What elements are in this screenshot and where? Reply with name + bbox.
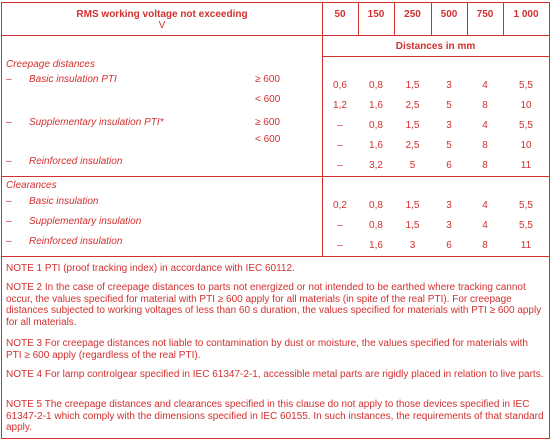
table-bottom-rule [2, 256, 549, 257]
table-cell: 5 [409, 160, 416, 171]
table-cell: 3,2 [369, 160, 383, 171]
table-cell: 0,6 [333, 80, 347, 91]
table-cell: 5 [446, 140, 452, 151]
voltage-250: 250 [404, 9, 421, 20]
table-cell: 1,5 [405, 120, 420, 131]
table-cell: 1,5 [405, 80, 420, 91]
section-divider [2, 176, 549, 177]
table-cell: – [337, 120, 343, 131]
clearance-dash: – [6, 216, 12, 227]
header-title: RMS working voltage not exceeding [76, 9, 248, 20]
table-cell: 10 [520, 140, 532, 151]
table-cell: 11 [520, 160, 532, 171]
distances-heading: Distances in mm [395, 41, 476, 52]
creepage-row-label: Basic insulation PTI [29, 74, 117, 85]
table-cell: 4 [482, 80, 488, 91]
table-cell: 3 [446, 80, 452, 91]
table-cell: 1,6 [369, 100, 383, 111]
table-cell: 8 [482, 240, 488, 251]
clearances-title: Clearances [6, 180, 57, 191]
table-cell: 8 [482, 100, 488, 111]
table-cell: 5,5 [519, 200, 533, 211]
creepage-row-label: Reinforced insulation [29, 156, 123, 167]
table-cell: 1,6 [369, 140, 383, 151]
table-cell: 2,5 [405, 140, 420, 151]
table-cell: 1,2 [333, 100, 347, 111]
table-cell: 4 [482, 120, 488, 131]
clearance-row-label: Supplementary insulation [29, 216, 142, 227]
creepage-dash: – [6, 74, 12, 85]
table-cell: 8 [482, 160, 488, 171]
clearance-dash: – [6, 196, 12, 207]
table-cell: 4 [482, 220, 488, 231]
header-divider [2, 35, 549, 36]
table-cell: 0,8 [369, 200, 383, 211]
pti-threshold: ≥ 600 [255, 74, 280, 85]
table-cell: 0,8 [369, 220, 383, 231]
table-cell: 5,5 [519, 220, 533, 231]
table-cell: 5,5 [519, 80, 533, 91]
table-cell: 3 [446, 120, 452, 131]
table-cell: – [337, 220, 343, 231]
creepage-title: Creepage distances [6, 59, 95, 70]
creepage-dash: – [6, 117, 12, 128]
note-1: NOTE 1 PTI (proof tracking index) in accordance with IEC 60112. [6, 263, 295, 274]
table-cell: 1,6 [369, 240, 383, 251]
distances-divider [322, 56, 549, 57]
table-cell: 4 [482, 200, 488, 211]
table-cell: 5 [446, 100, 452, 111]
voltage-50: 50 [334, 9, 346, 20]
table-cell: 5,5 [519, 120, 533, 131]
table-cell: – [337, 160, 343, 171]
clearance-row-label: Reinforced insulation [29, 236, 123, 247]
standard-table [1, 2, 550, 439]
voltage-500: 500 [440, 9, 458, 20]
table-cell: 2,5 [405, 100, 420, 111]
table-cell: 1,5 [405, 220, 420, 231]
table-cell: 0,2 [333, 200, 347, 211]
table-cell: 3 [446, 220, 452, 231]
creepage-row-label: Supplementary insulation PTI* [29, 117, 164, 128]
table-cell: – [337, 140, 343, 151]
note-3: NOTE 3 For creepage distances not liable to contamination by dust or moisture, the values specified for materials with PTI ≥ 600 apply (regardless of the real PTI). [6, 338, 528, 361]
pti-threshold: < 600 [255, 134, 281, 145]
table-cell: 1,5 [405, 200, 420, 211]
table-cell: 11 [520, 240, 532, 251]
table-cell: 8 [482, 140, 488, 151]
table-cell: – [337, 240, 343, 251]
voltage-150: 150 [367, 9, 385, 20]
creepage-dash: – [6, 156, 12, 167]
table-cell: 3 [446, 200, 452, 211]
table-cell: 6 [446, 240, 452, 251]
note-5: NOTE 5 The creepage distances and clearances specified in this clause do not apply to those devices specified in IEC 61347-2-1 which comply with the dimensions specified in IEC 60155. In such instances, the requirements of that standard apply. [6, 399, 544, 433]
table-cell: 0,8 [369, 120, 383, 131]
header-unit: V [158, 20, 166, 31]
clearance-row-label: Basic insulation [29, 196, 99, 207]
table-cell: 10 [520, 100, 532, 111]
voltage-1000: 1 000 [513, 9, 539, 20]
voltage-750: 750 [476, 9, 494, 20]
pti-threshold: < 600 [255, 94, 281, 105]
table-cell: 3 [409, 240, 416, 251]
note-4: NOTE 4 For lamp controlgear specified in IEC 61347-2-1, accessible metal parts are rigidly placed in relation to live parts. [6, 369, 544, 380]
table-cell: 0,8 [369, 80, 383, 91]
clearance-dash: – [6, 236, 12, 247]
table-cell: 6 [446, 160, 452, 171]
note-2: NOTE 2 In the case of creepage distances to parts not energized or not intended to be earthed where tracking cannot occur, the values specified for material with PTI ≥ 600 apply for all materials (in spite of the real PTI). For creepage distances subjected to working voltages of less than 60 s duration, the values specified for materials with PTI ≥ 600 apply for all materials. [6, 282, 542, 328]
pti-threshold: ≥ 600 [255, 117, 280, 128]
